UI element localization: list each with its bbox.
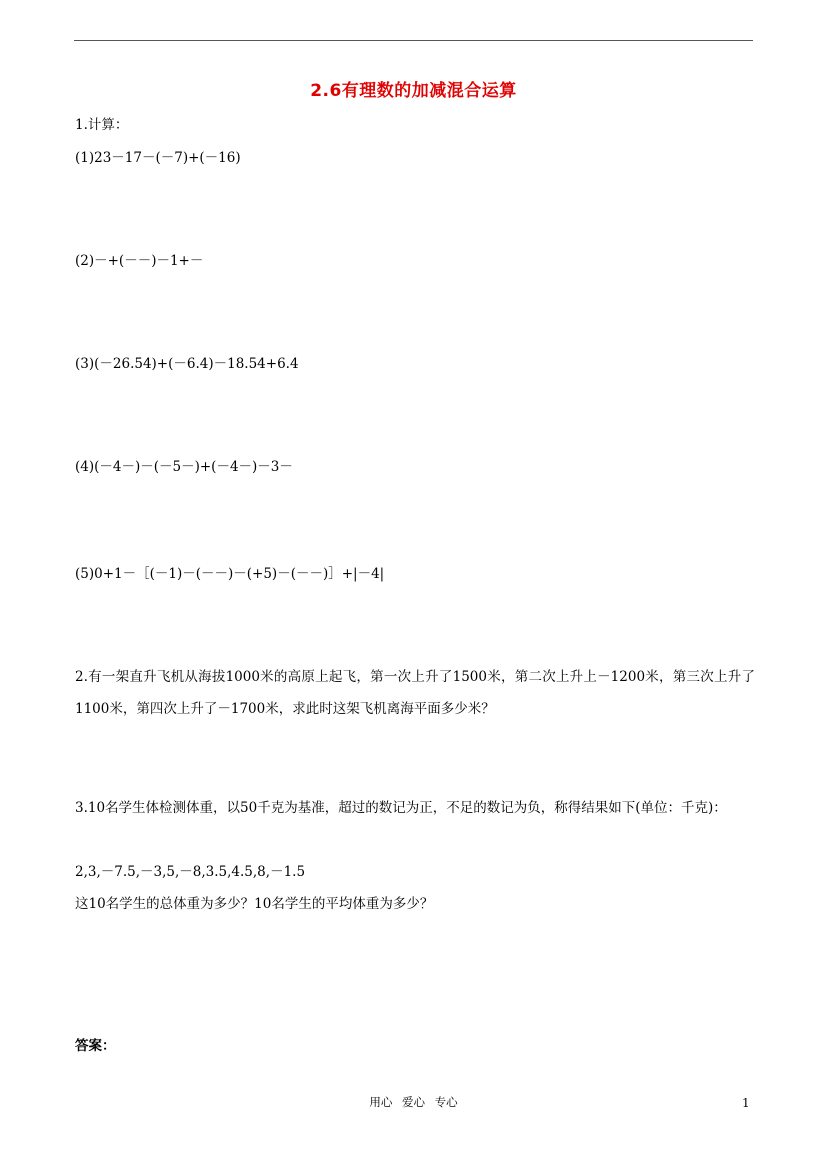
question-1-item-2: (2)－+(－－)－1+－	[75, 253, 204, 269]
question-1-heading: 1.计算：	[75, 117, 129, 133]
question-1-item-5: (5)0+1－［(－1)－(－－)－(+5)－(－－)］+|－4|	[75, 566, 385, 582]
question-2-text: 2.有一架直升飞机从海拔1000米的高原上起飞，第一次上升了1500米，第二次上升上－1200米，第三次上升了1100米，第四次上升了－1700米，求此时这架飞机离海平面多少米？	[75, 669, 755, 717]
question-1-item-3: (3)(－26.54)+(－6.4)－18.54+6.4	[75, 356, 299, 372]
question-3-text: 3.10名学生体检测体重，以50千克为基准，超过的数记为正，不足的数记为负，称得结果如下(单位：千克)：	[75, 800, 727, 816]
page-title: 2.6有理数的加减混合运算	[310, 81, 517, 101]
question-3-question: 这10名学生的总体重为多少？10名学生的平均体重为多少？	[75, 896, 434, 912]
question-1-item-4: (4)(－4－)－(－5－)+(－4－)－3－	[75, 459, 293, 475]
question-3-data: 2,3,－7.5,－3,5,－8,3.5,4.5,8,－1.5	[75, 864, 306, 880]
page-number: 1	[742, 1096, 750, 1110]
answer-label: 答案：	[75, 1038, 116, 1054]
header-rule	[74, 40, 753, 41]
question-1-item-1: (1)23－17－(－7)+(－16)	[75, 150, 241, 166]
footer-text: 用心 爱心 专心	[369, 1095, 458, 1109]
